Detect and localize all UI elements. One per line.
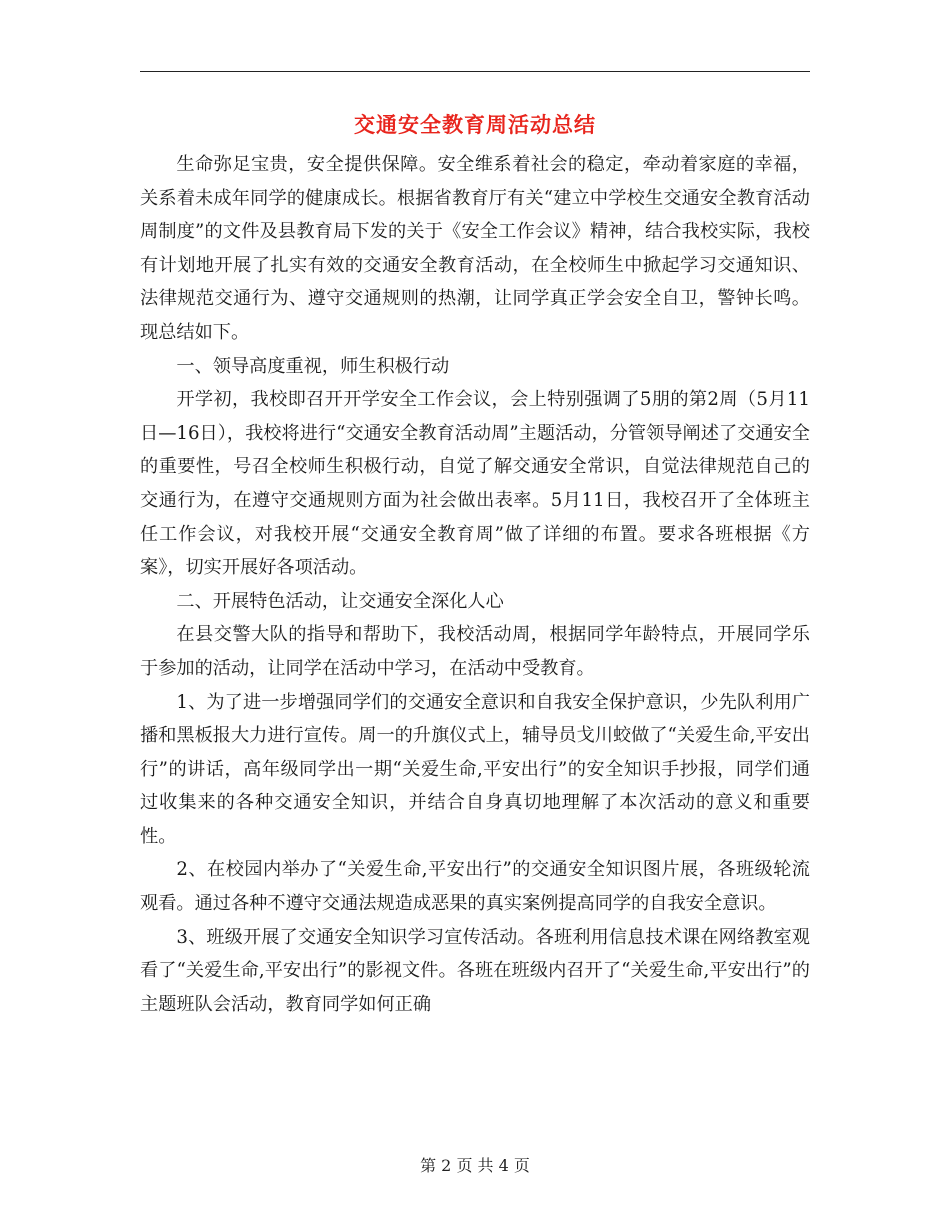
header-rule	[140, 71, 810, 72]
document-body	[140, 148, 810, 1021]
paragraph-item-2: 2、在校园内举办了“关爱生命,平安出行”的交通安全知识图片展，各班级轮流观看。通过各种不遵守交通法规造成恶果的真实案例提高同学的自我安全意识。	[140, 859, 810, 915]
paragraph-section-2: 在县交警大队的指导和帮助下，我校活动周，根据同学年龄特点，开展同学乐于参加的活动，让同学在活动中学习，在活动中受教育。	[140, 624, 810, 679]
paragraph-item-1: 1、为了进一步增强同学们的交通安全意识和自我安全保护意识，少先队利用广播和黑板报大力进行宣传。周一的升旗仪式上，辅导员戈川蛟做了“关爱生命,平安出行”的讲话，高年级同学出一期“关爱生命,平安出行”的安全知识手抄报，同学们通过收集来的各种交通安全知识，并结合自身真切地理解了本次活动的意义和重要性。	[140, 691, 810, 847]
section-heading-2: 二、开展特色活动，让交通安全深化人心	[176, 590, 504, 612]
document-title: 交通安全教育周活动总结	[354, 112, 596, 137]
paragraph-section-1: 开学初，我校即召开开学安全工作会议，会上特别强调了5朋的第2周（5月11日—16日），我校将进行“交通安全教育活动周”主题活动，分管领导阐述了交通安全的重要性，号召全校师生积极行动，自觉了解交通安全常识，自觉法律规范自己的交通行为，在遵守交通规则方面为社会做出表率。5月11日，我校召开了全体班主任工作会议，对我校开展“交通安全教育周”做了详细的布置。要求各班根据《方案》，切实开展好各项活动。	[140, 389, 810, 579]
paragraph-item-3: 3、班级开展了交通安全知识学习宣传活动。各班利用信息技术课在网络教室观看了“关爱生命,平安出行”的影视文件。各班在班级内召开了“关爱生命,平安出行”的主题班队会活动，教育同学如何正确	[140, 926, 810, 1015]
page-footer: 第 2 页 共 4 页	[420, 1156, 530, 1175]
section-heading-1: 一、领导高度重视，师生积极行动	[176, 355, 450, 377]
paragraph-intro: 生命弥足宝贵，安全提供保障。安全维系着社会的稳定，牵动着家庭的幸福，关系着未成年同学的健康成长。根据省教育厅有关“建立中学校生交通安全教育活动周制度”的文件及县教育局下发的关于《安全工作会议》精神，结合我校实际，我校有计划地开展了扎实有效的交通安全教育活动，在全校师生中掀起学习交通知识、法律规范交通行为、遵守交通规则的热潮，让同学真正学会安全自卫，警钟长鸣。现总结如下。	[140, 154, 810, 343]
